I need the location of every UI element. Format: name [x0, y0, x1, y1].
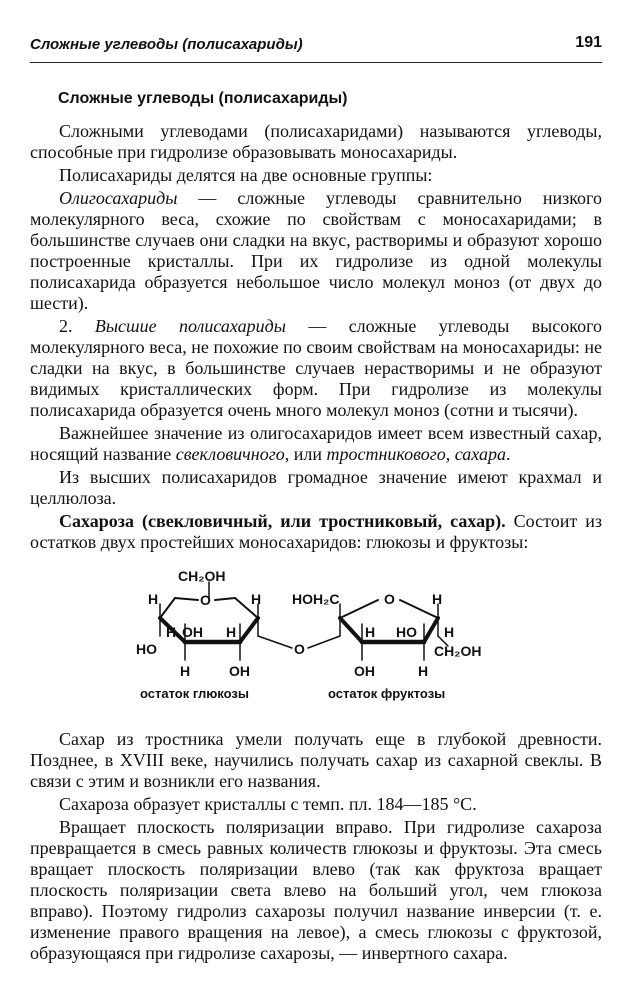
- glycosidic-bond: [308, 636, 340, 648]
- page-header: [30, 32, 602, 63]
- higher-polysaccharides-text: — сложные углеводы высокого молекулярного веса, не похожие по своим свойствам на моносахариды: не сладки на вкус, в большинстве случаев нерастворимы и не образуют видимых кристаллических форм. При гидролизе из молекулы полисахарида образуется очень много молекул моноз (сотни и тысячи).: [30, 316, 603, 420]
- term-sugar: сахара: [454, 444, 506, 464]
- label-h: H: [251, 591, 262, 607]
- sugar-names-text-a: Важнейшее значение из олигосахаридов имеет всем известный сахар, носящий название: [30, 423, 602, 464]
- label-h: H: [444, 624, 455, 640]
- paragraph-inversion: Вращает плоскость поляризации вправо. При гидролизе сахароза превращается в смесь равных количеств глюкозы и фруктозы. Эта смесь вращает плоскость поляризации влево (так как фруктоза вращает плоскость поляризации света влево на больший угол, чем глюкоза вправо). Поэтому гидролиз сахарозы получил название инверсии (т. е. изменение правого вращения на левое), а смесь глюкозы с фруктозой, образующаяся при гидролизе сахарозы, — инвертного сахара.: [30, 817, 602, 963]
- label-h: H: [180, 663, 191, 679]
- body-text-upper: [30, 121, 602, 553]
- glucose-ring-bond: [160, 598, 175, 618]
- label-oh: OH: [354, 663, 375, 679]
- paragraph-history: Сахар из тростника умели получать еще в глубокой древности. Позднее, в XVIII веке, научились получать сахар из сахарной свеклы. В связи с этим и возникли его названия.: [30, 729, 602, 791]
- oligosaccharides-text: — сложные углеводы сравнительно низкого молекулярного веса, схожие по свойствам с моносахаридами; в большинстве случаев они сладки на вкус, растворимы и образуют хорошо построенные кристаллы. При их гидролизе из одной молекулы полисахарида образуется небольшое число молекул моноз (от двух до шести).: [30, 188, 602, 313]
- glucose-ring-bond-bold: [240, 618, 258, 642]
- list-number: 2.: [59, 316, 95, 336]
- paragraph-oligosaccharides: [30, 188, 602, 314]
- sugar-names-text-c: ,: [445, 444, 455, 464]
- section-heading: Сложные углеводы (полисахариды): [58, 90, 348, 107]
- sucrose-structure-figure: [0, 560, 634, 720]
- sucrose-structure-svg: [0, 560, 634, 720]
- paragraph-starch-cellulose: Из высших полисахаридов громадное значение имеют крахмал и целлюлоза.: [30, 467, 602, 508]
- label-h: H: [148, 591, 159, 607]
- sugar-names-text-d: .: [506, 444, 511, 464]
- body-text-lower: [30, 729, 602, 964]
- fructose-ring-bond-bold: [340, 618, 362, 642]
- glycosidic-bond: [258, 636, 292, 648]
- sugar-names-text-b: , или: [284, 444, 327, 464]
- paragraph-definition: Сложными углеводами (полисахаридами) называются углеводы, способные при гидролизе образовывать моносахариды.: [30, 121, 602, 162]
- paragraph-sugar-names: [30, 423, 602, 465]
- caption-fructose-residue: остаток фруктозы: [328, 686, 446, 701]
- label-ch2oh-fructose: CH₂OH: [434, 643, 482, 659]
- label-ho-glucose: HO: [136, 641, 157, 657]
- label-bridge-oxygen: O: [294, 641, 305, 657]
- glucose-ring-bond: [175, 598, 198, 600]
- fructose-ring-bond-bold: [424, 618, 438, 642]
- label-ring-oxygen-glucose: O: [200, 592, 211, 608]
- sucrose-text: Состоит из остатков двух простейших моносахаридов: глюкозы и фруктозы:: [30, 511, 602, 552]
- label-h: H: [418, 663, 429, 679]
- fructose-ring-bond: [340, 600, 378, 618]
- glucose-ring-bond: [215, 598, 235, 600]
- label-oh: OH: [229, 663, 250, 679]
- caption-glucose-residue: остаток глюкозы: [140, 686, 249, 701]
- label-ch2oh-glucose: CH₂OH: [178, 568, 226, 584]
- label-h: H: [432, 591, 443, 607]
- page-number: 191: [575, 34, 602, 51]
- label-h: H: [166, 624, 177, 640]
- term-oligosaccharides: Олигосахариды: [59, 188, 178, 208]
- label-hoh2c: HOH₂C: [292, 591, 340, 607]
- term-sucrose: Сахароза (свекловичный, или тростниковый, сахар).: [59, 511, 506, 531]
- paragraph-melting-point: Сахароза образует кристаллы с темп. пл. 184—185 °С.: [59, 794, 477, 814]
- paragraph-groups: Полисахариды делятся на две основные группы:: [59, 165, 433, 185]
- term-beet-sugar: свекловичного: [175, 444, 285, 464]
- term-higher-polysaccharides: Высшие полисахариды: [94, 316, 286, 336]
- running-title: Сложные углеводы (полисахариды): [30, 36, 303, 53]
- label-ring-oxygen-fructose: O: [384, 591, 395, 607]
- label-ho-fructose: HO: [396, 624, 417, 640]
- paragraph-higher-polysaccharides: [30, 316, 602, 421]
- term-cane-sugar: тростникового: [326, 444, 446, 464]
- label-h: H: [226, 624, 237, 640]
- paragraph-sucrose: [30, 511, 602, 553]
- label-oh: OH: [182, 624, 203, 640]
- label-h: H: [365, 624, 376, 640]
